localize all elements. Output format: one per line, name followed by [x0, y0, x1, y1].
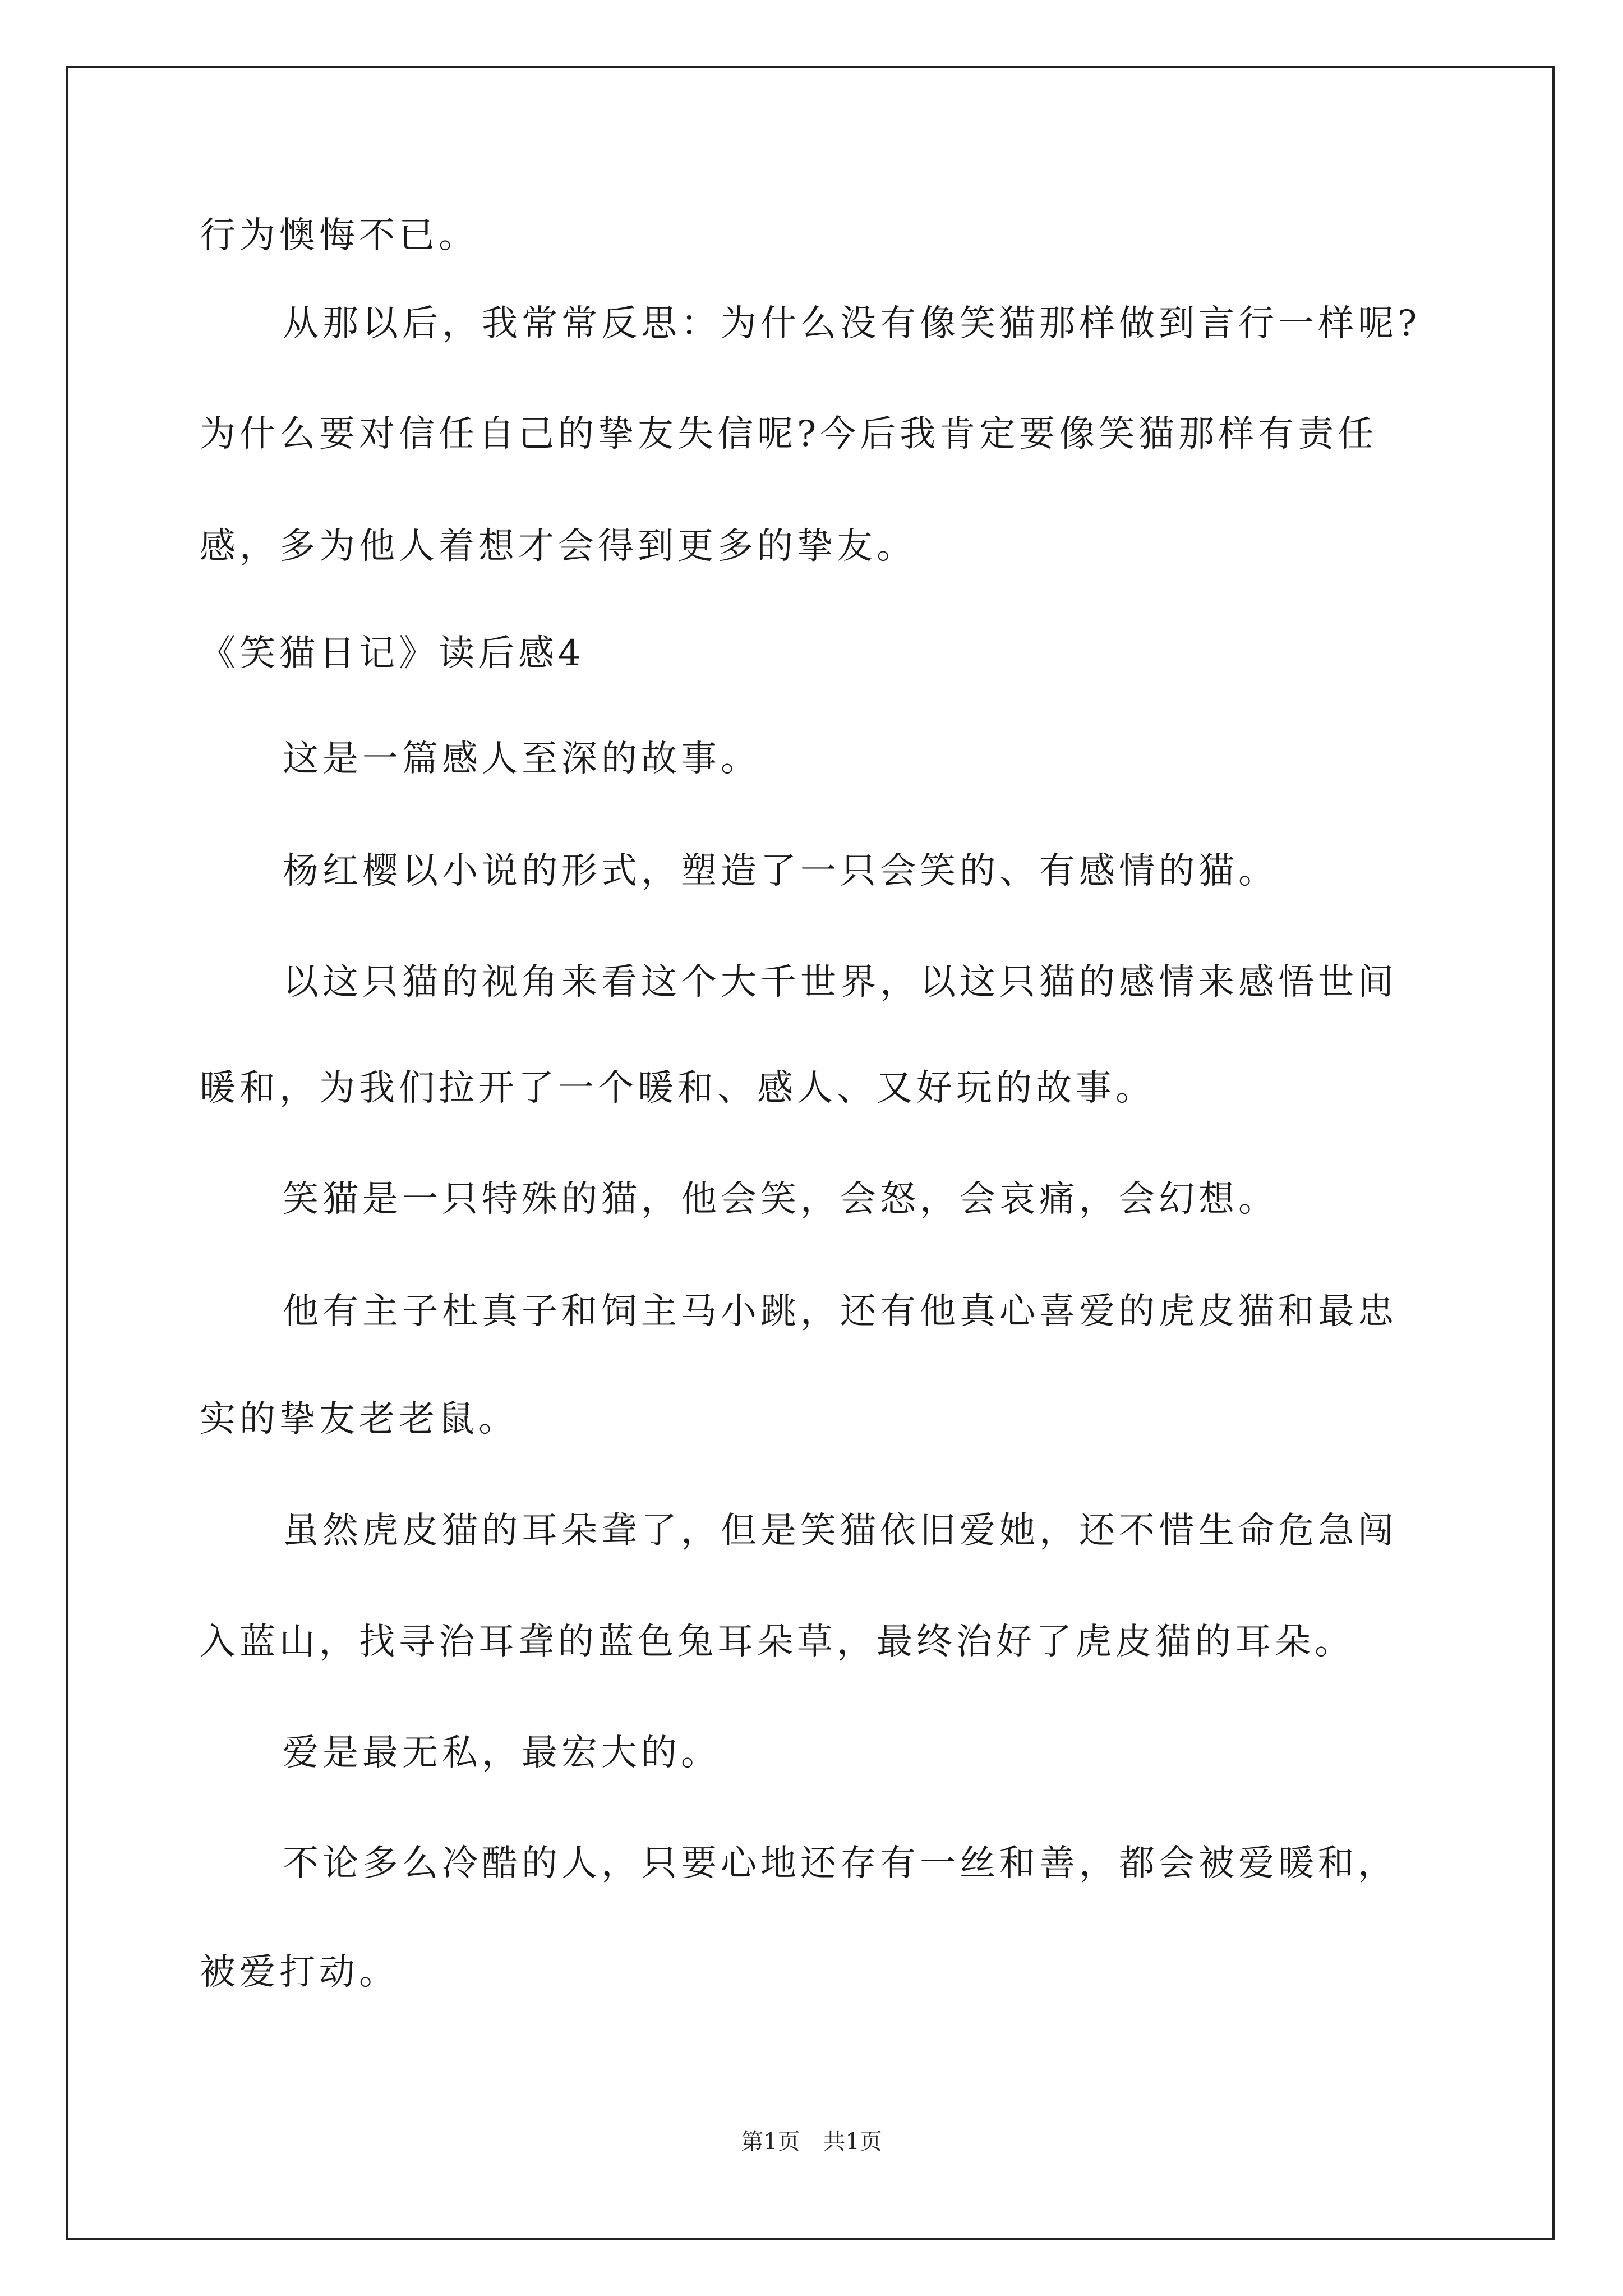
text-line: 为什么要对信任自己的挚友失信呢?今后我肯定要像笑猫那样有责任 — [200, 413, 1378, 455]
paragraph-line: 这是一篇感人至深的故事。 — [283, 738, 760, 780]
text-line: 感，多为他人着想才会得到更多的挚友。 — [200, 526, 916, 567]
paragraph-line: 不论多么冷酷的人，只要心地还存有一丝和善，都会被爱暖和， — [283, 1843, 1398, 1884]
page-border — [66, 66, 1555, 2240]
paragraph-line: 虽然虎皮猫的耳朵聋了，但是笑猫依旧爱她，还不惜生命危急闯 — [283, 1510, 1398, 1552]
text-line: 入蓝山，找寻治耳聋的蓝色兔耳朵草，最终治好了虎皮猫的耳朵。 — [200, 1621, 1354, 1663]
text-line: 实的挚友老老鼠。 — [200, 1398, 518, 1440]
paragraph-line: 杨红樱以小说的形式，塑造了一只会笑的、有感情的猫。 — [283, 850, 1278, 892]
page-total: 共1页 — [823, 2129, 882, 2155]
page-number: 第1页 — [741, 2129, 800, 2155]
page-footer — [0, 2124, 1623, 2156]
paragraph-line: 笑猫是一只特殊的猫，他会笑，会怒，会哀痛，会幻想。 — [283, 1179, 1278, 1220]
text-line: 被爱打动。 — [200, 1952, 399, 1993]
text-line: 暖和，为我们拉开了一个暖和、感人、又好玩的故事。 — [200, 1068, 1155, 1109]
paragraph-line: 以这只猫的视角来看这个大千世界，以这只猫的感情来感悟世间 — [283, 961, 1398, 1003]
section-heading: 《笑猫日记》读后感4 — [200, 633, 585, 674]
paragraph-line: 他有主子杜真子和饲主马小跳，还有他真心喜爱的虎皮猫和最忠 — [283, 1291, 1398, 1332]
paragraph-line: 从那以后，我常常反思：为什么没有像笑猫那样做到言行一样呢? — [283, 303, 1421, 344]
text-line: 行为懊悔不已。 — [200, 215, 478, 256]
paragraph-line: 爱是最无私，最宏大的。 — [283, 1732, 721, 1774]
